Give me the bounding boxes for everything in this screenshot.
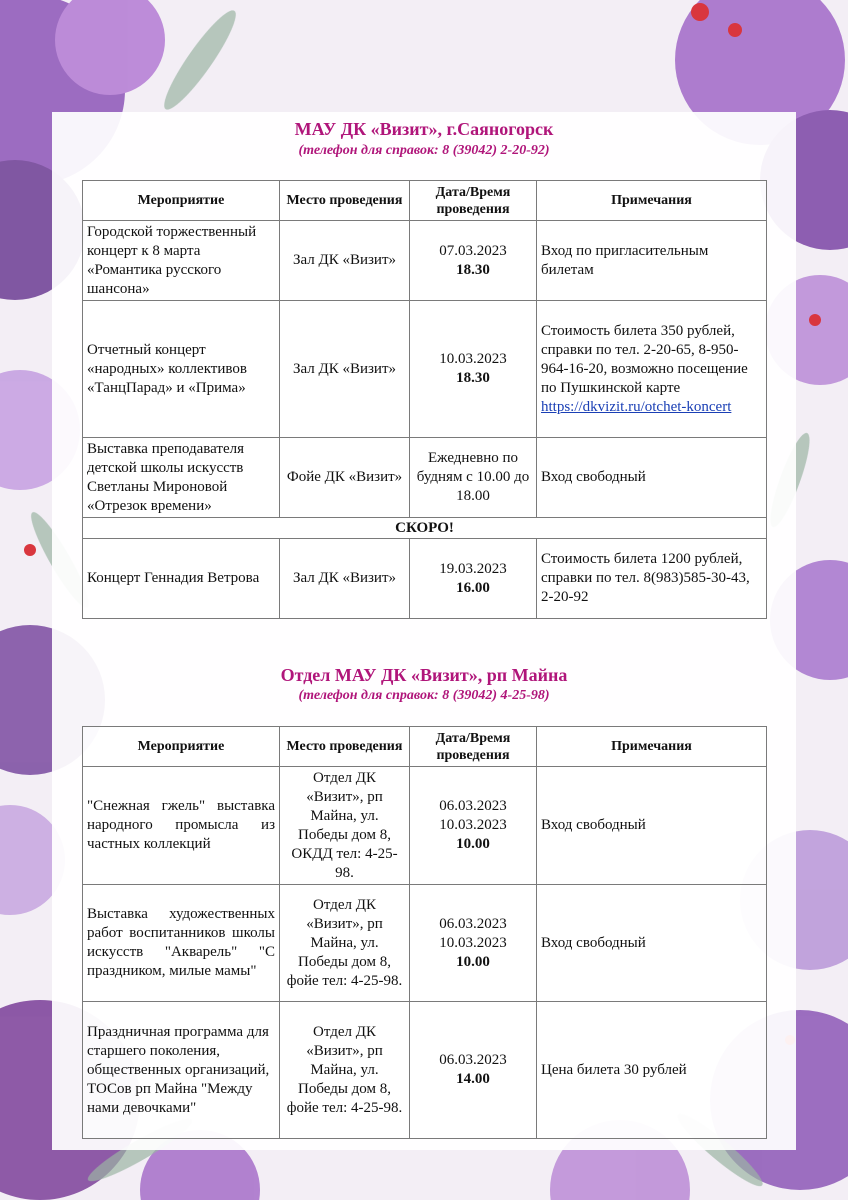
event-date: 10.03.2023 xyxy=(439,934,507,951)
event-name: Городской торжественный концерт к 8 марта «Романтика русского шансона» xyxy=(83,221,280,301)
table-row xyxy=(83,539,767,619)
section2-title: Отдел МАУ ДК «Визит», рп Майна xyxy=(280,665,568,685)
table-row xyxy=(83,1002,767,1139)
event-note xyxy=(537,301,767,438)
section2-table xyxy=(82,726,767,1139)
event-note: Вход свободный xyxy=(537,767,767,885)
table-header-row xyxy=(83,727,767,767)
event-datetime xyxy=(410,539,537,619)
event-datetime xyxy=(410,1002,537,1139)
event-time: 10.00 xyxy=(456,836,490,852)
event-name: "Снежная гжель" выставка народного промысла из частных коллекций xyxy=(83,767,280,885)
header-event: Мероприятие xyxy=(83,181,280,221)
event-date: 19.03.2023 xyxy=(439,560,507,577)
event-datetime xyxy=(410,221,537,301)
event-note: Вход по пригласительным билетам xyxy=(537,221,767,301)
event-time: 18.30 xyxy=(456,261,490,278)
header-datetime: Дата/Время проведения xyxy=(410,181,537,221)
table-header-row xyxy=(83,181,767,221)
event-name: Выставка преподавателя детской школы искусств Светланы Мироновой «Отрезок времени» xyxy=(83,438,280,518)
section2-phone: (телефон для справок: 8 (39042) 4-25-98) xyxy=(298,688,550,703)
event-date: 10.03.2023 xyxy=(439,351,507,367)
event-venue: Зал ДК «Визит» xyxy=(280,301,410,438)
event-venue: Отдел ДК «Визит», рп Майна, ул. Победы дом 8, фойе тел: 4-25-98. xyxy=(280,1002,410,1139)
event-time: 16.00 xyxy=(456,579,490,596)
event-venue: Отдел ДК «Визит», рп Майна, ул. Победы дом 8, фойе тел: 4-25-98. xyxy=(280,885,410,1002)
header-venue: Место проведения xyxy=(280,727,410,767)
soon-label: СКОРО! xyxy=(83,518,767,539)
event-note: Стоимость билета 1200 рублей, справки по тел. 8(983)585-30-43, 2-20-92 xyxy=(537,539,767,619)
event-datetime: Ежедневно по будням с 10.00 до 18.00 xyxy=(410,438,537,518)
event-note: Цена билета 30 рублей xyxy=(537,1002,767,1139)
section1-title: МАУ ДК «Визит», г.Саяногорск xyxy=(294,119,554,139)
event-datetime xyxy=(410,301,537,438)
event-name: Праздничная программа для старшего поколения, общественных организаций, ТОСов рп Майна "Между нами девочками" xyxy=(83,1002,280,1139)
event-venue: Отдел ДК «Визит», рп Майна, ул. Победы дом 8, ОКДД тел: 4-25-98. xyxy=(280,767,410,885)
header-notes: Примечания xyxy=(537,727,767,767)
event-note: Вход свободный xyxy=(537,438,767,518)
header-venue: Место проведения xyxy=(280,181,410,221)
event-time: 14.00 xyxy=(456,1071,490,1087)
section1-phone: (телефон для справок: 8 (39042) 2-20-92) xyxy=(298,143,550,158)
header-datetime: Дата/Время проведения xyxy=(410,727,537,767)
event-note: Вход свободный xyxy=(537,885,767,1002)
section1-table xyxy=(82,180,767,619)
table-row xyxy=(83,767,767,885)
table-row xyxy=(83,221,767,301)
event-date: 06.03.2023 xyxy=(439,798,507,814)
event-date: 07.03.2023 xyxy=(439,242,507,259)
table-row xyxy=(83,438,767,518)
header-notes: Примечания xyxy=(537,181,767,221)
header-event: Мероприятие xyxy=(83,727,280,767)
event-date: 06.03.2023 xyxy=(439,915,507,932)
table-row xyxy=(83,885,767,1002)
event-venue: Зал ДК «Визит» xyxy=(280,221,410,301)
soon-row xyxy=(83,518,767,539)
event-link[interactable]: https://dkvizit.ru/otchet-koncert xyxy=(541,398,732,415)
event-datetime xyxy=(410,767,537,885)
event-venue: Зал ДК «Визит» xyxy=(280,539,410,619)
table-row xyxy=(83,301,767,438)
event-name: Концерт Геннадия Ветрова xyxy=(83,539,280,619)
event-name: Выставка художественных работ воспитанников школы искусств "Акварель" "С праздником, милые мамы" xyxy=(83,885,280,1002)
event-note-text: Стоимость билета 350 рублей, справки по тел. 2-20-65, 8-950-964-16-20, возможно посещение по Пушкинской карте xyxy=(541,322,748,396)
event-name: Отчетный концерт «народных» коллективов «ТанцПарад» и «Прима» xyxy=(83,301,280,438)
event-datetime xyxy=(410,885,537,1002)
event-venue: Фойе ДК «Визит» xyxy=(280,438,410,518)
event-date: 06.03.2023 xyxy=(439,1052,507,1068)
event-time: 18.30 xyxy=(456,370,490,386)
event-time: 10.00 xyxy=(456,953,490,970)
event-date: 10.03.2023 xyxy=(439,817,507,833)
